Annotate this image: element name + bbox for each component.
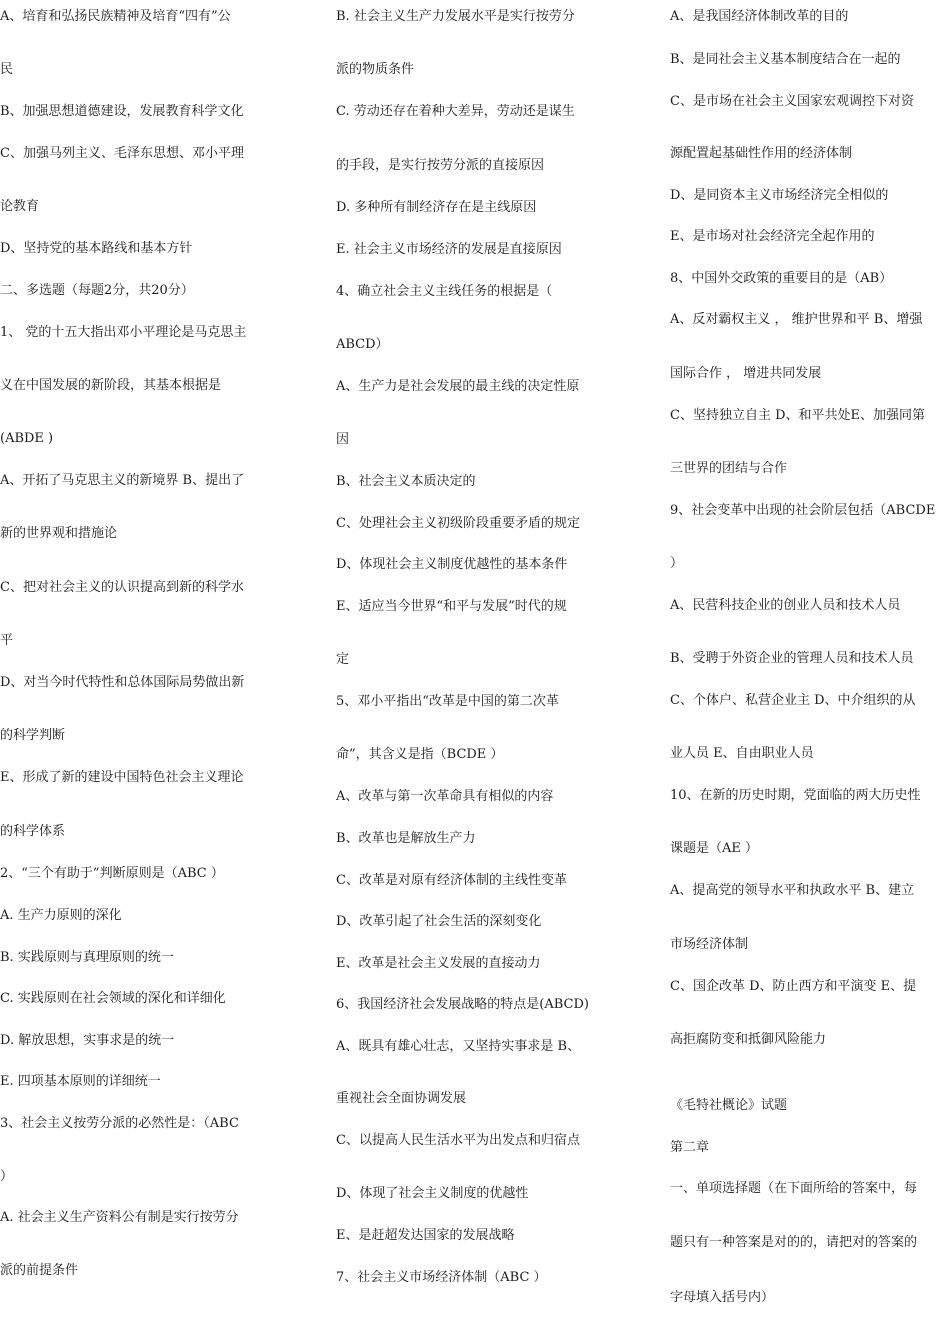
text-line: 第二章: [670, 1140, 710, 1155]
text-line: A. 生产力原则的深化: [0, 908, 122, 923]
text-line: C、是市场在社会主义国家宏观调控下对资: [670, 94, 914, 109]
text-line: 国际合作 ， 增进共同发展: [670, 366, 822, 381]
text-line: E、是赶超发达国家的发展战略: [336, 1228, 515, 1243]
text-line: 10、在新的历史时期，党面临的两大历史性: [670, 788, 921, 803]
text-line: 字母填入括号内）: [670, 1290, 775, 1305]
text-line: 3、社会主义按劳分派的必然性是：（ABC: [0, 1116, 239, 1131]
text-line: B、改革也是解放生产力: [336, 831, 476, 846]
text-line: E. 四项基本原则的详细统一: [0, 1074, 161, 1089]
text-line: 的手段，是实行按劳分派的直接原因: [336, 158, 545, 173]
text-line: 4、确立社会主义主线任务的根据是（: [336, 284, 553, 299]
text-line: D、是同资本主义市场经济完全相似的: [670, 188, 889, 203]
text-line: 源配置起基础性作用的经济体制: [670, 146, 853, 161]
text-line: C. 实践原则在社会领域的深化和详细化: [0, 991, 226, 1006]
text-line: 5、邓小平指出“改革是中国的第二次革: [336, 694, 559, 709]
text-line: 二、多选题（每题2分，共20分）: [0, 283, 194, 298]
text-line: B、是同社会主义基本制度结合在一起的: [670, 52, 901, 67]
text-line: 7、社会主义市场经济体制（ABC ）: [336, 1270, 547, 1285]
text-line: 9、社会变革中出现的社会阶层包括（ABCDE: [670, 503, 936, 518]
text-line: D. 多种所有制经济存在是主线原因: [336, 200, 537, 215]
text-line: D、改革引起了社会生活的深刻变化: [336, 914, 542, 929]
text-line: C、改革是对原有经济体制的主线性变革: [336, 873, 567, 888]
text-line: D、体现社会主义制度优越性的基本条件: [336, 557, 568, 572]
text-line: ABCD）: [336, 337, 389, 352]
text-line: 8、中国外交政策的重要目的是（AB）: [670, 271, 893, 286]
text-line: 1、 党的十五大指出邓小平理论是马克思主: [0, 325, 247, 340]
text-line: A、开拓了马克思主义的新境界 B、提出了: [0, 473, 245, 488]
text-line: E、适应当今世界“和平与发展”时代的规: [336, 599, 567, 614]
text-line: 重视社会全面协调发展: [336, 1091, 467, 1106]
text-line: 题只有一种答案是对的的，请把对的答案的: [670, 1235, 918, 1250]
text-line: C、把对社会主义的认识提高到新的科学水: [0, 580, 244, 595]
text-line: C、加强马列主义、毛泽东思想、邓小平理: [0, 146, 244, 161]
text-line: 定: [336, 652, 350, 667]
text-line: D、体现了社会主义制度的优越性: [336, 1186, 529, 1201]
text-line: A、反对霸权主义 ， 维护世界和平 B、增强: [670, 312, 923, 327]
column-right: [670, 0, 950, 1344]
text-line: 6、我国经济社会发展战略的特点是(ABCD): [336, 997, 589, 1012]
text-line: 命”，其含义是指（BCDE ）: [336, 747, 504, 762]
text-line: 的科学体系: [0, 824, 66, 839]
text-line: 平: [0, 633, 14, 648]
column-middle: [336, 0, 636, 1344]
text-line: ）: [670, 556, 684, 571]
text-line: E. 社会主义市场经济的发展是直接原因: [336, 242, 562, 257]
text-line: (ABDE ): [0, 431, 54, 446]
text-line: 业人员 E、自由职业人员: [670, 746, 814, 761]
text-line: 民: [0, 62, 14, 77]
text-line: A、改革与第一次革命具有相似的内容: [336, 789, 554, 804]
text-line: B. 社会主义生产力发展水平是实行按劳分: [336, 9, 575, 24]
text-line: ）: [0, 1169, 14, 1184]
text-line: A、民营科技企业的创业人员和技术人员: [670, 598, 901, 613]
text-line: C. 劳动还存在着种大差异，劳动还是谋生: [336, 104, 575, 119]
text-line: 2、“三个有助于”判断原则是（ABC ）: [0, 866, 224, 881]
text-line: 高拒腐防变和抵御风险能力: [670, 1032, 827, 1047]
text-line: 新的世界观和措施论: [0, 526, 118, 541]
text-line: C、以提高人民生活水平为出发点和归宿点: [336, 1133, 580, 1148]
text-line: D、坚持党的基本路线和基本方针: [0, 241, 193, 256]
text-line: B、受聘于外资企业的管理人员和技术人员: [670, 651, 914, 666]
text-line: 义在中国发展的新阶段，其基本根据是: [0, 378, 222, 393]
text-line: A、提高党的领导水平和执政水平 B、建立: [670, 883, 915, 898]
text-line: 派的物质条件: [336, 62, 415, 77]
text-line: C、处理社会主义初级阶段重要矛盾的规定: [336, 516, 580, 531]
text-line: 市场经济体制: [670, 937, 749, 952]
text-line: E、改革是社会主义发展的直接动力: [336, 956, 541, 971]
text-line: D. 解放思想，实事求是的统一: [0, 1033, 175, 1048]
text-line: B. 实践原则与真理原则的统一: [0, 950, 174, 965]
text-line: C、个体户、私营企业主 D、中介组织的从: [670, 693, 916, 708]
text-line: 因: [336, 432, 350, 447]
text-line: 论教育: [0, 199, 40, 214]
text-line: A、生产力是社会发展的最主线的决定性原: [336, 379, 580, 394]
text-line: D、对当今时代特性和总体国际局势做出新: [0, 675, 245, 690]
text-line: 一、单项选择题（在下面所给的答案中，每: [670, 1181, 918, 1196]
text-line: A. 社会主义生产资料公有制是实行按劳分: [0, 1210, 239, 1225]
text-line: A、既具有雄心壮志，又坚持实事求是 B、: [336, 1039, 581, 1054]
column-left: [0, 0, 320, 1344]
text-line: 的科学判断: [0, 728, 66, 743]
text-line: 《毛特社概论》试题: [670, 1098, 788, 1113]
text-line: 课题是（AE ）: [670, 841, 759, 856]
text-line: C、坚持独立自主 D、和平共处E、加强同第: [670, 408, 925, 423]
text-line: A、培育和弘扬民族精神及培育“四有”公: [0, 9, 231, 24]
text-line: B、社会主义本质决定的: [336, 474, 476, 489]
text-line: 派的前提条件: [0, 1263, 79, 1278]
text-line: C、国企改革 D、防止西方和平演变 E、提: [670, 979, 917, 994]
text-line: A、是我国经济体制改革的目的: [670, 9, 849, 24]
text-line: E、是市场对社会经济完全起作用的: [670, 229, 875, 244]
text-line: 三世界的团结与合作: [670, 461, 788, 476]
text-line: E、形成了新的建设中国特色社会主义理论: [0, 770, 244, 785]
text-line: B、加强思想道德建设，发展教育科学文化: [0, 104, 244, 119]
